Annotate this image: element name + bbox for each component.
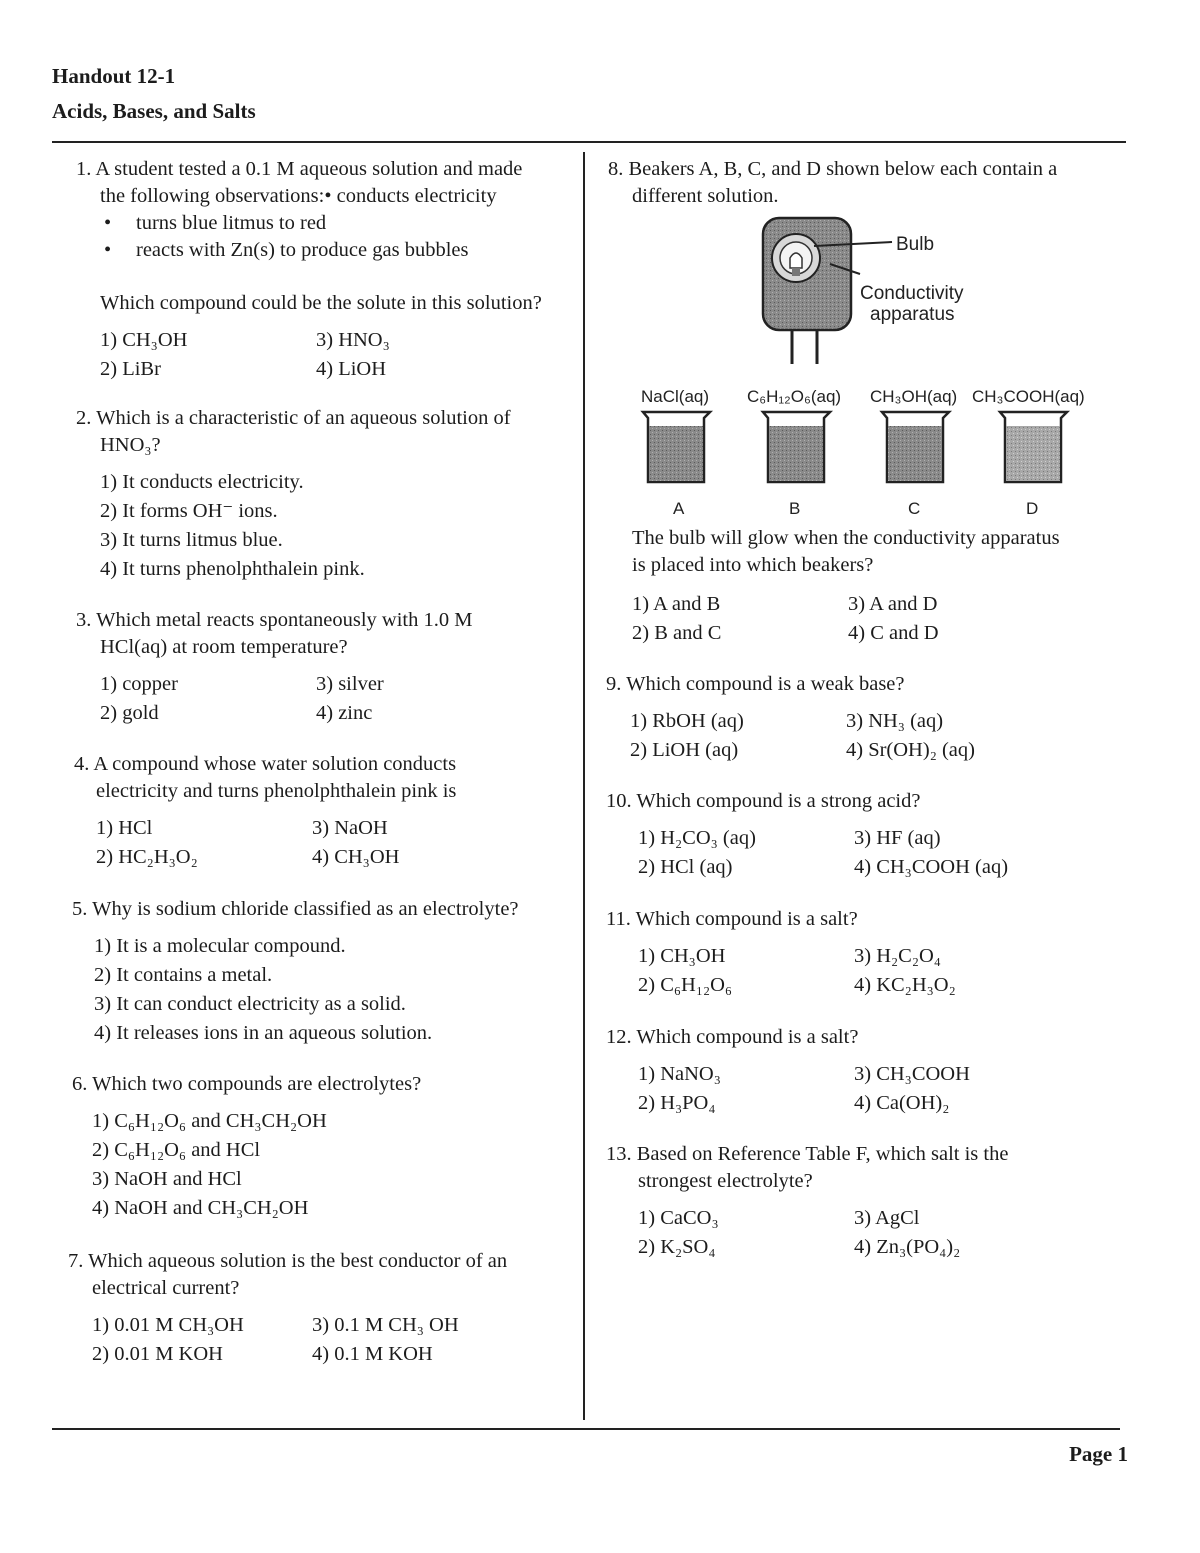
answer-option: 1) CH₃OH	[638, 945, 726, 967]
solution-label-c: CH₃OH(aq)	[870, 387, 958, 406]
question-7	[68, 1248, 578, 1368]
question-13	[606, 1141, 1121, 1261]
stem-line: Beakers A, B, C, and D shown below each contain a	[628, 158, 1058, 180]
answer-option: 2) B and C	[632, 622, 722, 644]
apparatus-label-line2: apparatus	[870, 304, 955, 325]
stem-line: the following observations:• conducts electricity	[100, 185, 497, 207]
answer-option: 1) CH₃OH	[100, 329, 188, 351]
answer-option: 3) silver	[316, 673, 384, 695]
stem-line: Which compound is a strong acid?	[636, 790, 921, 812]
question-stem	[76, 405, 576, 459]
stem-line: different solution.	[632, 185, 779, 207]
question-stem	[72, 1071, 577, 1098]
stem-line: Which two compounds are electrolytes?	[92, 1073, 422, 1095]
question-stem	[606, 788, 1121, 815]
stem-line: A student tested a 0.1 M aqueous solution and made	[95, 158, 523, 180]
stem-line: Which compound is a weak base?	[626, 673, 905, 695]
stem-line: electricity and turns phenolphthalein pink is	[96, 780, 457, 802]
answer-option: 2) HCl (aq)	[638, 856, 733, 878]
answer-option: 3) HF (aq)	[854, 827, 941, 849]
answer-options	[76, 469, 576, 583]
answer-option: 2) LiOH (aq)	[630, 739, 739, 761]
answer-option: 2) It contains a metal.	[94, 964, 273, 986]
question-number: 6.	[72, 1073, 88, 1095]
answer-option: 2) H₃PO₄	[638, 1092, 716, 1114]
question-prompt: The bulb will glow when the conductivity apparatus	[632, 527, 1060, 549]
bulb-label: Bulb	[896, 234, 935, 255]
question-number: 4.	[74, 753, 90, 775]
answer-option: 4) NaOH and CH₃CH₂OH	[92, 1197, 309, 1219]
answer-option: 4) LiOH	[316, 358, 387, 380]
answer-option: 2) LiBr	[100, 358, 161, 380]
answer-option: 3) 0.1 M CH₃ OH	[312, 1314, 459, 1336]
answer-option: 2) K₂SO₄	[638, 1236, 716, 1258]
answer-option: 3) It turns litmus blue.	[100, 529, 283, 551]
bottom-divider	[52, 1428, 1120, 1430]
stem-line: Which aqueous solution is the best conductor of an	[88, 1250, 508, 1272]
answer-options	[72, 1108, 577, 1222]
beaker-d	[1000, 412, 1067, 482]
answer-option: 1) A and B	[632, 593, 721, 615]
question-prompt: Which compound could be the solute in this solution?	[100, 292, 542, 314]
question-number: 11.	[606, 908, 631, 930]
answer-option: 3) It can conduct electricity as a solid.	[94, 993, 406, 1015]
question-number: 1.	[76, 158, 92, 180]
list-item: • reacts with Zn(s) to produce gas bubbles	[104, 237, 576, 264]
stem-line: Based on Reference Table F, which salt is the	[636, 1143, 1009, 1165]
question-number: 10.	[606, 790, 632, 812]
conductivity-diagram	[620, 212, 1120, 532]
answer-options	[606, 1061, 1121, 1117]
answer-option: 3) A and D	[848, 593, 938, 615]
question-1	[76, 156, 576, 383]
answer-option: 1) RbOH (aq)	[630, 710, 744, 732]
question-stem	[76, 607, 576, 661]
answer-option: 4) Sr(OH)₂ (aq)	[846, 739, 975, 761]
stem-line: Which compound is a salt?	[636, 1026, 859, 1048]
answer-option: 4) zinc	[316, 702, 373, 724]
answer-option: 3) NaOH and HCl	[92, 1168, 242, 1190]
beaker-label-d: D	[1026, 499, 1039, 518]
answer-option: 4) 0.1 M KOH	[312, 1343, 433, 1365]
question-stem	[606, 906, 1121, 933]
answer-option: 2) It forms OH⁻ ions.	[100, 500, 278, 522]
answer-options	[606, 1205, 1121, 1261]
answer-option: 1) CaCO₃	[638, 1207, 719, 1229]
answer-options	[606, 708, 1121, 764]
question-stem	[606, 671, 1121, 698]
question-stem	[74, 751, 574, 805]
answer-option: 2) C₆H₁₂O₆ and HCl	[92, 1139, 261, 1161]
stem-line: Which compound is a salt?	[635, 908, 858, 930]
answer-option: 4) KC₂H₃O₂	[854, 974, 956, 996]
question-8	[608, 156, 1118, 210]
answer-option: 4) It turns phenolphthalein pink.	[100, 558, 365, 580]
beaker-label-b: B	[789, 499, 801, 518]
beaker-label-c: C	[908, 499, 921, 518]
answer-option: 1) 0.01 M CH₃OH	[92, 1314, 244, 1336]
answer-option: 3) H₂C₂O₄	[854, 945, 941, 967]
handout-title: Acids, Bases, and Salts	[52, 99, 256, 123]
question-3	[76, 607, 576, 727]
observation-list	[76, 210, 576, 264]
question-11	[606, 906, 1121, 999]
question-stem	[72, 896, 577, 923]
question-stem	[608, 156, 1118, 210]
answer-option: 4) It releases ions in an aqueous solution.	[94, 1022, 433, 1044]
answer-option: 1) C₆H₁₂O₆ and CH₃CH₂OH	[92, 1110, 327, 1132]
stem-line: Which metal reacts spontaneously with 1.0 M	[96, 609, 473, 631]
stem-line: strongest electrolyte?	[638, 1170, 813, 1192]
question-number: 8.	[608, 158, 624, 180]
answer-options	[606, 825, 1121, 881]
answer-option: 3) HNO₃	[316, 329, 390, 351]
question-stem	[68, 1248, 578, 1302]
beaker-b	[763, 412, 830, 482]
answer-option: 2) C₆H₁₂O₆	[638, 974, 733, 996]
question-6	[72, 1071, 577, 1222]
stem-line: Which is a characteristic of an aqueous solution of	[96, 407, 511, 429]
stem-line: HNO₃?	[100, 434, 161, 456]
answer-option: 4) C and D	[848, 622, 939, 644]
column-divider	[583, 152, 585, 1420]
answer-options	[76, 671, 576, 727]
answer-option: 2) 0.01 M KOH	[92, 1343, 223, 1365]
solution-label-d: CH₃COOH(aq)	[972, 387, 1085, 406]
answer-option: 4) CH₃OH	[312, 846, 400, 868]
top-divider	[52, 141, 1126, 143]
question-5	[72, 896, 577, 1047]
answer-options	[74, 815, 574, 871]
list-item: • turns blue litmus to red	[104, 210, 576, 237]
beaker-c	[882, 412, 949, 482]
answer-options	[632, 591, 1122, 647]
question-number: 5.	[72, 898, 88, 920]
answer-option: 1) NaNO₃	[638, 1063, 721, 1085]
beaker-a	[643, 412, 710, 482]
answer-options	[68, 1312, 578, 1368]
question-9	[606, 671, 1121, 764]
answer-option: 1) It conducts electricity.	[100, 471, 304, 493]
answer-option: 3) CH₃COOH	[854, 1063, 970, 1085]
answer-option: 1) HCl	[96, 817, 153, 839]
question-stem	[606, 1024, 1121, 1051]
question-8-prompt	[632, 525, 1122, 647]
apparatus-label-line1: Conductivity	[860, 283, 964, 304]
solution-label-b: C₆H₁₂O₆(aq)	[747, 387, 842, 406]
question-4	[74, 751, 574, 871]
stem-line: HCl(aq) at room temperature?	[100, 636, 348, 658]
answer-option: 3) AgCl	[854, 1207, 920, 1229]
stem-line: Why is sodium chloride classified as an electrolyte?	[92, 898, 519, 920]
solution-label-a: NaCl(aq)	[641, 387, 710, 406]
handout-number: Handout 12-1	[52, 64, 176, 88]
answer-option: 1) H₂CO₃ (aq)	[638, 827, 756, 849]
answer-option: 1) copper	[100, 673, 178, 695]
question-number: 7.	[68, 1250, 84, 1272]
question-number: 13.	[606, 1143, 632, 1165]
answer-option: 3) NaOH	[312, 817, 388, 839]
question-number: 9.	[606, 673, 622, 695]
question-number: 12.	[606, 1026, 632, 1048]
stem-line: electrical current?	[92, 1277, 240, 1299]
beaker-label-a: A	[673, 499, 685, 518]
answer-option: 4) CH₃COOH (aq)	[854, 856, 1009, 878]
answer-option: 4) Zn₃(PO₄)₂	[854, 1236, 961, 1258]
question-2	[76, 405, 576, 583]
question-12	[606, 1024, 1121, 1117]
answer-option: 2) HC₂H₃O₂	[96, 846, 198, 868]
answer-option: 2) gold	[100, 702, 159, 724]
answer-option: 3) NH₃ (aq)	[846, 710, 944, 732]
answer-option: 4) Ca(OH)₂	[854, 1092, 950, 1114]
page-number: Page 1	[1069, 1442, 1128, 1466]
stem-line: A compound whose water solution conducts	[93, 753, 457, 775]
question-stem	[76, 156, 576, 210]
question-prompt: is placed into which beakers?	[632, 554, 874, 576]
answer-options	[72, 933, 577, 1047]
question-number: 2.	[76, 407, 92, 429]
question-10	[606, 788, 1121, 881]
answer-option: 1) It is a molecular compound.	[94, 935, 346, 957]
question-number: 3.	[76, 609, 92, 631]
question-stem	[606, 1141, 1121, 1195]
answer-options	[76, 327, 576, 383]
answer-options	[606, 943, 1121, 999]
